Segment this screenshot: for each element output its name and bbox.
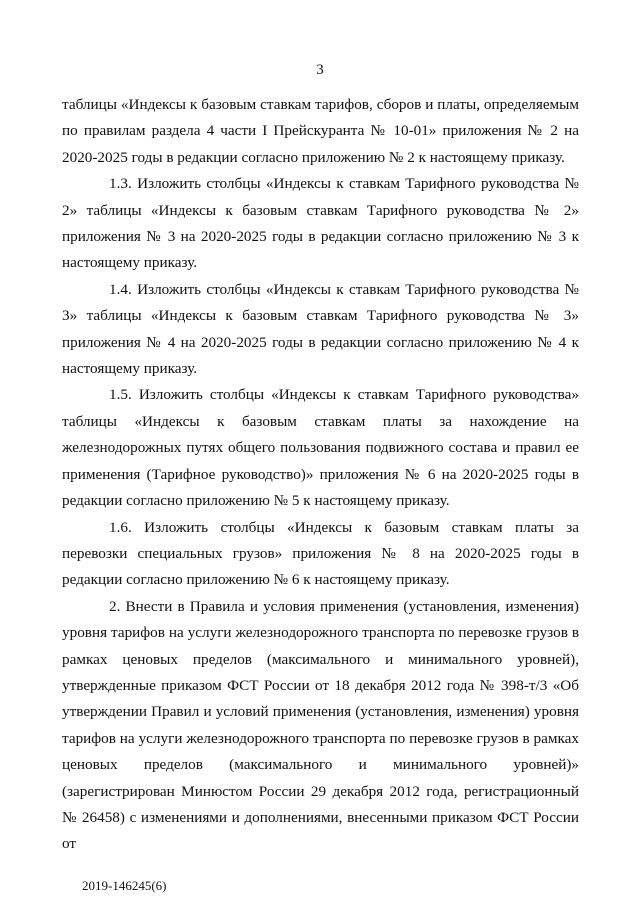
page-number: 3 (316, 62, 324, 78)
paragraph-2: 2. Внести в Правила и условия применения (установления, изменения) уровня тарифов на услуги железнодорожного транспорта по перевозке грузов в рамках ценовых пределов (максимального и минимального уровней), утвержденные приказом ФСТ России от 18 декабря 2012 года № 398-т/3 «Об утверждении Правил и условий применения (установления, изменения) уровня тарифов на услуги железнодорожного транспорта по перевозке грузов в рамках ценовых пределов (максимального и минимального уровней)» (зарегистрирован Минюстом России 29 декабря 2012 года, регистрационный № 26458) с изменениями и дополнениями, внесенными приказом ФСТ России от (62, 597, 579, 853)
paragraph-continuation: таблицы «Индексы к базовым ставкам тарифов, сборов и платы, определяемым по правилам раздела 4 части I Прейскуранта № 10-01» приложения № 2 на 2020-2025 годы в редакции согласно приложению № 2 к настоящему приказу. (62, 96, 579, 166)
document-body (62, 92, 579, 858)
paragraph-1-3: 1.3. Изложить столбцы «Индексы к ставкам Тарифного руководства № 2» таблицы «Индексы к базовым ставкам Тарифного руководства № 2» приложения № 3 на 2020-2025 годы в редакции согласно приложению № 3 к настоящему приказу. (62, 175, 579, 272)
document-code: 2019-146245(6) (82, 878, 167, 893)
paragraph-1-6: 1.6. Изложить столбцы «Индексы к базовым ставкам платы за перевозки специальных грузов» приложения № 8 на 2020-2025 годы в редакции согласно приложению № 6 к настоящему приказу. (62, 518, 579, 589)
paragraph-1-5: 1.5. Изложить столбцы «Индексы к ставкам Тарифного руководства» таблицы «Индексы к базовым ставкам платы за нахождение на железнодорожных путях общего пользования подвижного состава и правил ее применения (Тарифное руководство)» приложения № 6 на 2020-2025 годы в редакции согласно приложению № 5 к настоящему приказу. (62, 386, 579, 510)
paragraph-1-4: 1.4. Изложить столбцы «Индексы к ставкам Тарифного руководства № 3» таблицы «Индексы к базовым ставкам Тарифного руководства № 3» приложения № 4 на 2020-2025 годы в редакции согласно приложению № 4 к настоящему приказу. (62, 280, 579, 378)
